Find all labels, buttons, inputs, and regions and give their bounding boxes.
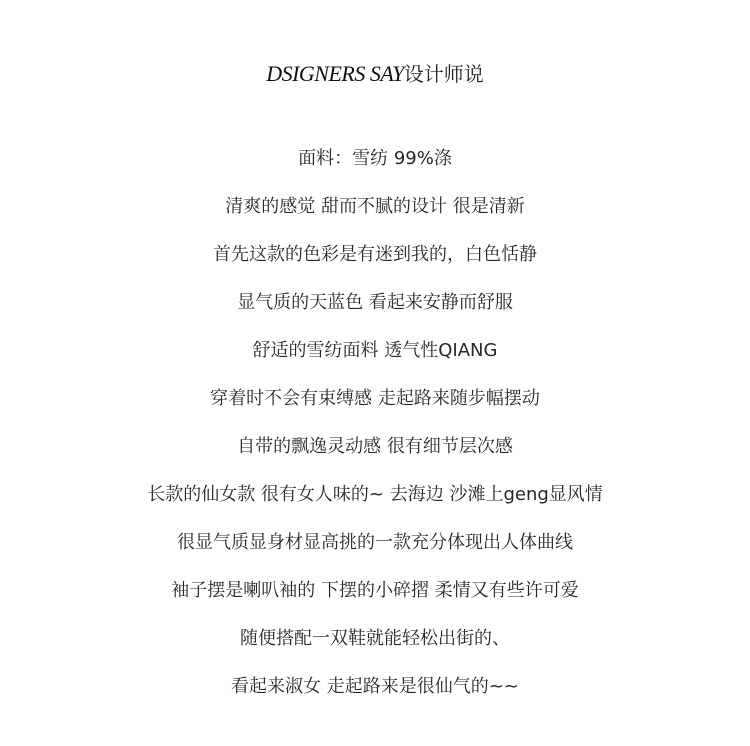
description-line: 显气质的天蓝色 看起来安静而舒服 [237,292,513,313]
description-line: 舒适的雪纺面料 透气性QIANG [252,340,498,361]
brand-title-en: DSIGNERS SAY [266,61,404,86]
description-list [0,140,750,716]
page-header [0,56,750,92]
description-line: 袖子摆是喇叭袖的 下摆的小碎摺 柔情又有些许可爱 [171,580,579,601]
description-line: 很显气质显身材显高挑的一款充分体现出人体曲线 [177,532,573,553]
description-line: 随便搭配一双鞋就能轻松出街的、 [240,628,510,649]
description-line: 穿着时不会有束缚感 走起路来随步幅摆动 [210,388,540,409]
description-line: 首先这款的色彩是有迷到我的，白色恬静 [213,244,537,265]
description-line: 长款的仙女款 很有女人味的~ 去海边 沙滩上geng显风情 [147,484,603,505]
brand-title-cn: 设计师说 [403,62,484,86]
description-line: 清爽的感觉 甜而不腻的设计 很是清新 [225,196,525,217]
description-line: 看起来淑女 走起路来是很仙气的~~ [231,676,519,697]
description-line: 面料：雪纺 99%涤 [298,148,452,169]
description-line: 自带的飘逸灵动感 很有细节层次感 [237,436,513,457]
